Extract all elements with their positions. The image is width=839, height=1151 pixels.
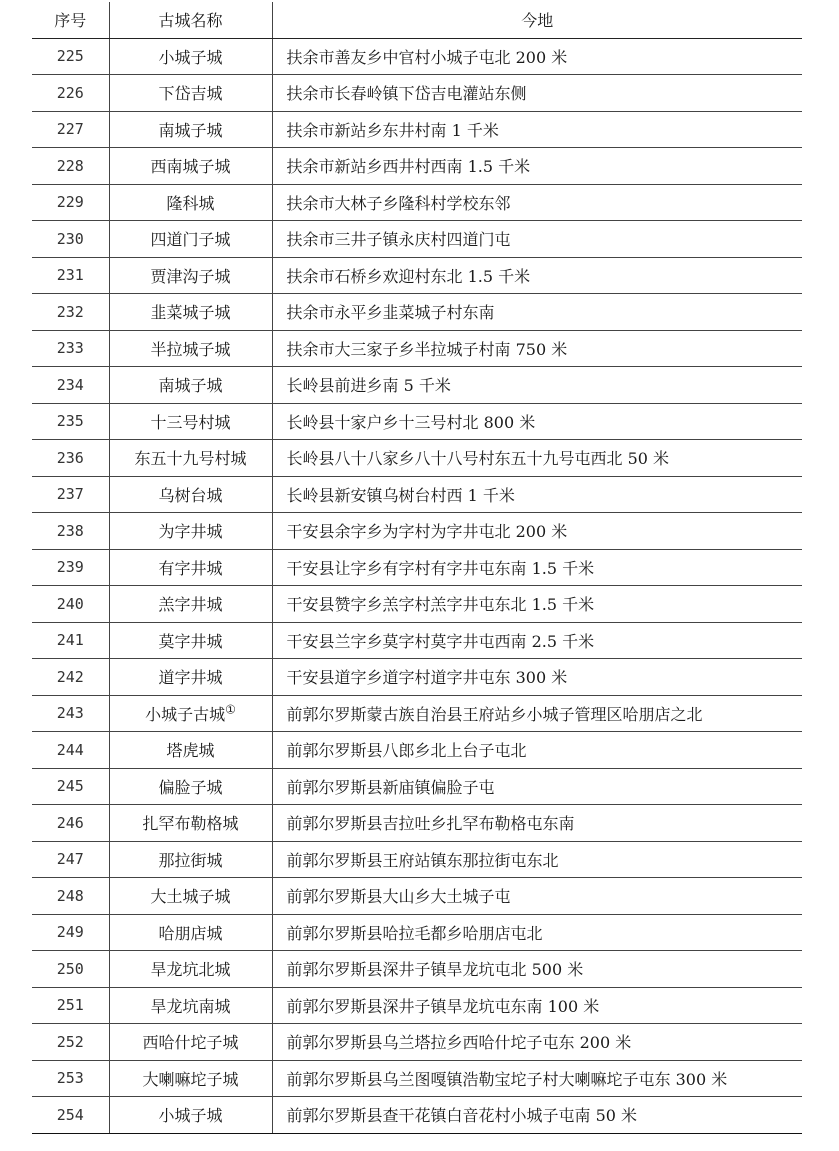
city-name-cell xyxy=(109,1097,272,1134)
present-location: 前郭尔罗斯县深井子镇旱龙坑屯东南 100 米 xyxy=(272,987,802,1024)
present-location: 扶余市新站乡东井村南 1 千米 xyxy=(272,111,802,148)
table-row xyxy=(32,38,802,75)
city-name: 半拉城子城 xyxy=(150,339,231,359)
header-name: 古城名称 xyxy=(109,2,272,38)
city-name: 西南城子城 xyxy=(150,157,231,177)
row-number: 229 xyxy=(32,184,109,221)
table-row xyxy=(32,951,802,988)
row-number: 231 xyxy=(32,257,109,294)
row-number: 228 xyxy=(32,148,109,185)
city-name: 莫字井城 xyxy=(158,631,223,651)
row-number: 245 xyxy=(32,768,109,805)
row-number: 237 xyxy=(32,476,109,513)
table-row xyxy=(32,914,802,951)
city-name: 小城子古城 xyxy=(145,704,226,724)
present-location: 前郭尔罗斯蒙古族自治县王府站乡小城子管理区哈朋店之北 xyxy=(272,695,802,732)
present-location: 扶余市新站乡西井村西南 1.5 千米 xyxy=(272,148,802,185)
city-name-cell xyxy=(109,257,272,294)
header-location: 今地 xyxy=(272,2,802,38)
city-name: 扎罕布勒格城 xyxy=(142,814,239,834)
city-name: 韭菜城子城 xyxy=(150,303,231,323)
row-number: 234 xyxy=(32,367,109,404)
table-row xyxy=(32,805,802,842)
present-location: 前郭尔罗斯县八郎乡北上台子屯北 xyxy=(272,732,802,769)
city-name-cell xyxy=(109,403,272,440)
city-name-cell xyxy=(109,987,272,1024)
city-name: 乌树台城 xyxy=(158,485,223,505)
present-location: 扶余市大林子乡隆科村学校东邻 xyxy=(272,184,802,221)
present-location: 前郭尔罗斯县哈拉毛都乡哈朋店屯北 xyxy=(272,914,802,951)
city-name: 小城子城 xyxy=(158,1106,223,1126)
table-row xyxy=(32,659,802,696)
row-number: 254 xyxy=(32,1097,109,1134)
city-name-cell xyxy=(109,148,272,185)
table-row xyxy=(32,513,802,550)
row-number: 233 xyxy=(32,330,109,367)
present-location: 扶余市三井子镇永庆村四道门屯 xyxy=(272,221,802,258)
present-location: 干安县道字乡道字村道字井屯东 300 米 xyxy=(272,659,802,696)
table-row xyxy=(32,476,802,513)
city-name: 为字井城 xyxy=(158,522,223,542)
table-row xyxy=(32,878,802,915)
table-header-row xyxy=(32,2,802,38)
table-row xyxy=(32,1024,802,1061)
table-row xyxy=(32,440,802,477)
table-row xyxy=(32,586,802,623)
city-name: 道字井城 xyxy=(158,668,223,688)
present-location: 扶余市长春岭镇下岱吉电灌站东侧 xyxy=(272,75,802,112)
table-row xyxy=(32,75,802,112)
city-name-cell xyxy=(109,622,272,659)
city-name: 旱龙坑北城 xyxy=(150,960,231,980)
city-name: 西哈什坨子城 xyxy=(142,1033,239,1053)
present-location: 扶余市石桥乡欢迎村东北 1.5 千米 xyxy=(272,257,802,294)
present-location: 长岭县十家户乡十三号村北 800 米 xyxy=(272,403,802,440)
city-name: 隆科城 xyxy=(166,193,215,213)
row-number: 226 xyxy=(32,75,109,112)
row-number: 242 xyxy=(32,659,109,696)
row-number: 248 xyxy=(32,878,109,915)
row-number: 243 xyxy=(32,695,109,732)
city-name-cell xyxy=(109,732,272,769)
table-row xyxy=(32,695,802,732)
present-location: 扶余市永平乡韭菜城子村东南 xyxy=(272,294,802,331)
city-name-cell xyxy=(109,878,272,915)
row-number: 239 xyxy=(32,549,109,586)
city-name: 那拉街城 xyxy=(158,850,223,870)
header-no: 序号 xyxy=(32,2,109,38)
table-row xyxy=(32,367,802,404)
present-location: 干安县余字乡为字村为字井屯北 200 米 xyxy=(272,513,802,550)
present-location: 前郭尔罗斯县王府站镇东那拉街屯东北 xyxy=(272,841,802,878)
city-name: 十三号村城 xyxy=(150,412,231,432)
city-name: 四道门子城 xyxy=(150,230,231,250)
city-name: 大喇嘛坨子城 xyxy=(142,1069,239,1089)
city-name: 有字井城 xyxy=(158,558,223,578)
present-location: 扶余市善友乡中官村小城子屯北 200 米 xyxy=(272,38,802,75)
city-name-cell xyxy=(109,805,272,842)
table-row xyxy=(32,732,802,769)
city-name: 偏脸子城 xyxy=(158,777,223,797)
present-location: 前郭尔罗斯县乌兰塔拉乡西哈什坨子屯东 200 米 xyxy=(272,1024,802,1061)
city-name: 南城子城 xyxy=(158,376,223,396)
row-number: 225 xyxy=(32,38,109,75)
table-row xyxy=(32,403,802,440)
present-location: 前郭尔罗斯县新庙镇偏脸子屯 xyxy=(272,768,802,805)
city-name-cell xyxy=(109,914,272,951)
table-row xyxy=(32,184,802,221)
row-number: 247 xyxy=(32,841,109,878)
table-row xyxy=(32,111,802,148)
city-name: 塔虎城 xyxy=(166,741,215,761)
city-name-cell xyxy=(109,38,272,75)
city-name-cell xyxy=(109,513,272,550)
row-number: 253 xyxy=(32,1060,109,1097)
present-location: 干安县兰字乡莫字村莫字井屯西南 2.5 千米 xyxy=(272,622,802,659)
table-row xyxy=(32,294,802,331)
city-name: 哈朋店城 xyxy=(158,923,223,943)
present-location: 前郭尔罗斯县查干花镇白音花村小城子屯南 50 米 xyxy=(272,1097,802,1134)
city-name: 南城子城 xyxy=(158,120,223,140)
table-row xyxy=(32,148,802,185)
city-name-cell xyxy=(109,476,272,513)
city-name-cell xyxy=(109,841,272,878)
row-number: 251 xyxy=(32,987,109,1024)
table-row xyxy=(32,841,802,878)
city-name-cell xyxy=(109,1024,272,1061)
row-number: 244 xyxy=(32,732,109,769)
present-location: 干安县让字乡有字村有字井屯东南 1.5 千米 xyxy=(272,549,802,586)
row-number: 235 xyxy=(32,403,109,440)
city-name-cell xyxy=(109,184,272,221)
city-name: 羔字井城 xyxy=(158,595,223,615)
city-name-cell xyxy=(109,659,272,696)
row-number: 246 xyxy=(32,805,109,842)
table-row xyxy=(32,221,802,258)
city-name-cell xyxy=(109,75,272,112)
city-name-cell xyxy=(109,768,272,805)
footnote-marker: ① xyxy=(225,702,236,717)
row-number: 238 xyxy=(32,513,109,550)
city-name-cell xyxy=(109,330,272,367)
present-location: 长岭县八十八家乡八十八号村东五十九号屯西北 50 米 xyxy=(272,440,802,477)
city-name-cell xyxy=(109,294,272,331)
city-name-cell xyxy=(109,440,272,477)
table-row xyxy=(32,330,802,367)
city-name: 旱龙坑南城 xyxy=(150,996,231,1016)
present-location: 前郭尔罗斯县乌兰图嘎镇浩勒宝坨子村大喇嘛坨子屯东 300 米 xyxy=(272,1060,802,1097)
row-number: 252 xyxy=(32,1024,109,1061)
present-location: 前郭尔罗斯县吉拉吐乡扎罕布勒格屯东南 xyxy=(272,805,802,842)
row-number: 249 xyxy=(32,914,109,951)
present-location: 前郭尔罗斯县深井子镇旱龙坑屯北 500 米 xyxy=(272,951,802,988)
present-location: 前郭尔罗斯县大山乡大土城子屯 xyxy=(272,878,802,915)
present-location: 扶余市大三家子乡半拉城子村南 750 米 xyxy=(272,330,802,367)
row-number: 236 xyxy=(32,440,109,477)
city-name: 东五十九号村城 xyxy=(134,449,247,469)
city-name-cell xyxy=(109,367,272,404)
row-number: 240 xyxy=(32,586,109,623)
table-row xyxy=(32,622,802,659)
table-row xyxy=(32,257,802,294)
city-name: 小城子城 xyxy=(158,47,223,67)
present-location: 长岭县前进乡南 5 千米 xyxy=(272,367,802,404)
city-name-cell xyxy=(109,221,272,258)
city-name: 贾津沟子城 xyxy=(150,266,231,286)
row-number: 241 xyxy=(32,622,109,659)
row-number: 230 xyxy=(32,221,109,258)
city-name-cell xyxy=(109,1060,272,1097)
row-number: 227 xyxy=(32,111,109,148)
table-row xyxy=(32,768,802,805)
city-name-cell xyxy=(109,586,272,623)
row-number: 232 xyxy=(32,294,109,331)
table-body xyxy=(32,38,802,1133)
city-name-cell xyxy=(109,549,272,586)
city-name-cell xyxy=(109,951,272,988)
ancient-city-table xyxy=(32,2,802,1134)
city-name-cell xyxy=(109,111,272,148)
table-row xyxy=(32,1097,802,1134)
city-name-cell xyxy=(109,695,272,732)
city-name: 下岱吉城 xyxy=(158,84,223,104)
present-location: 长岭县新安镇乌树台村西 1 千米 xyxy=(272,476,802,513)
city-name: 大土城子城 xyxy=(150,887,231,907)
table-row xyxy=(32,549,802,586)
table-row xyxy=(32,1060,802,1097)
row-number: 250 xyxy=(32,951,109,988)
present-location: 干安县赞字乡羔字村羔字井屯东北 1.5 千米 xyxy=(272,586,802,623)
table-row xyxy=(32,987,802,1024)
